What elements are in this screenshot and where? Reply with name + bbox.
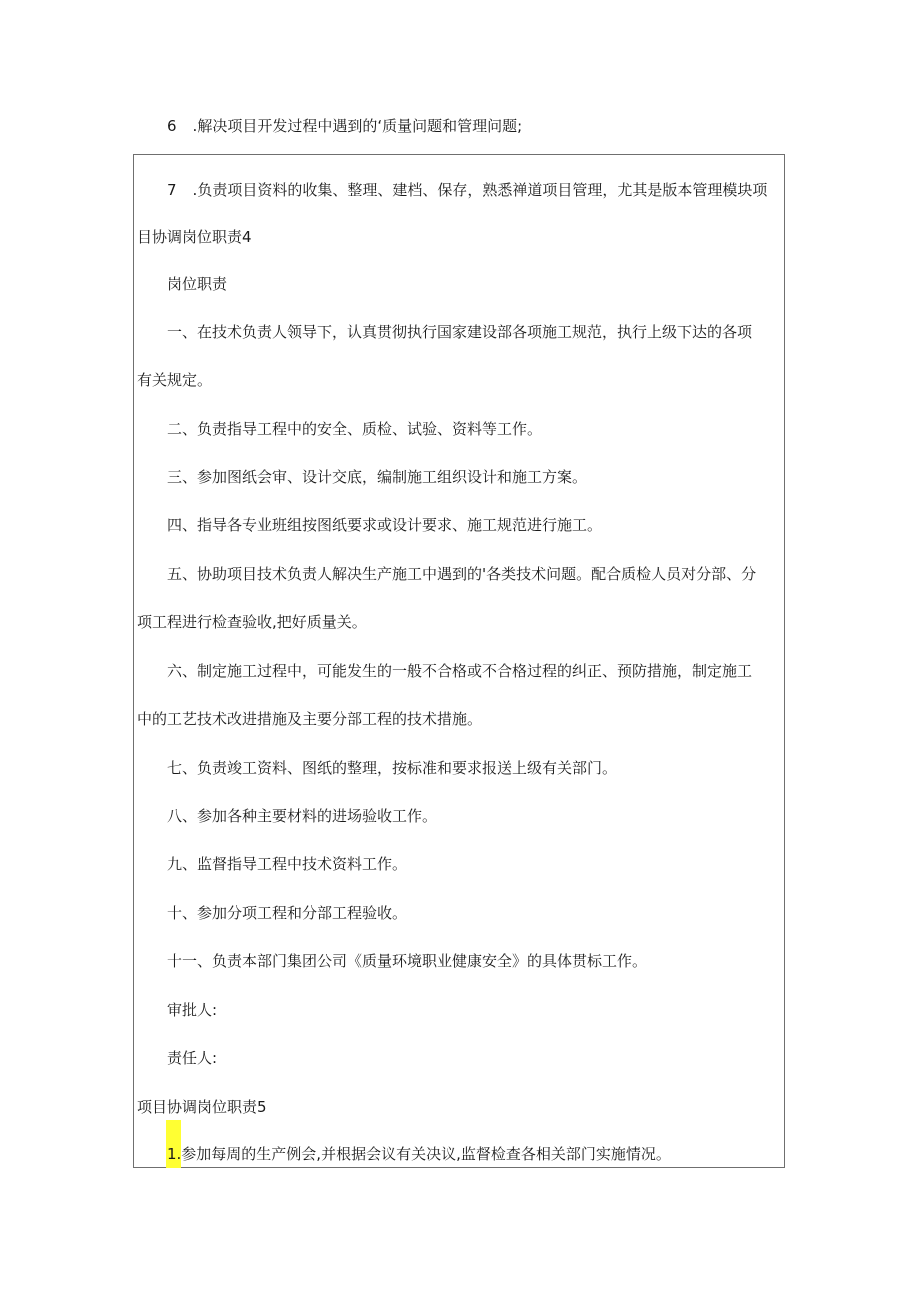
duty-4: 四、指导各专业班组按图纸要求或设计要求、施工规范进行施工。 (167, 516, 603, 534)
duty-5-line-2: 项工程进行检查验收,把好质量关。 (137, 613, 367, 631)
item-6-number: 6 (167, 117, 177, 135)
duty-6-line-1: 六、制定施工过程中，可能发生的一般不合格或不合格过程的纠正、预防措施，制定施工 (167, 662, 753, 680)
item-7-text: .负责项目资料的收集、整理、建档、保存，熟悉禅道项目管理，尤其是版本管理模块项 (192, 181, 768, 199)
next-item-1: 1.参加每周的生产例会,并根据会议有关决议,监督检查各相关部门实施情况。 (167, 1145, 671, 1163)
next-section-title: 项目协调岗位职责5 (137, 1098, 267, 1116)
duty-11: 十一、负责本部门集团公司《质量环境职业健康安全》的具体贯标工作。 (167, 952, 648, 970)
duty-3: 三、参加图纸会审、设计交底，编制施工组织设计和施工方案。 (167, 468, 588, 486)
duty-1-line-1: 一、在技术负责人领导下，认真贯彻执行国家建设部各项施工规范，执行上级下达的各项 (167, 323, 753, 341)
responsible-label: 责任人: (167, 1049, 218, 1067)
approver-label: 审批人: (167, 1001, 218, 1019)
duty-6-line-2: 中的工艺技术改进措施及主要分部工程的技术措施。 (137, 710, 483, 728)
duty-5-line-1: 五、协助项目技术负责人解决生产施工中遇到的'各类技术问题。配合质检人员对分部、分 (167, 565, 757, 583)
duty-7: 七、负责竣工资料、图纸的整理，按标准和要求报送上级有关部门。 (167, 759, 618, 777)
duty-9: 九、监督指导工程中技术资料工作。 (167, 855, 408, 873)
duty-2: 二、负责指导工程中的安全、质检、试验、资料等工作。 (167, 420, 543, 438)
duty-1-line-2: 有关规定。 (137, 371, 213, 389)
item-6 (167, 116, 522, 136)
item-7-line-2: 目协调岗位职责4 (137, 228, 252, 246)
section-heading: 岗位职责 (167, 275, 228, 293)
duty-8: 八、参加各种主要材料的进场验收工作。 (167, 807, 438, 825)
item-6-text: .解决项目开发过程中遇到的‘质量问题和管理问题; (192, 117, 523, 135)
item-7-line-1 (167, 180, 767, 200)
item-7-number: 7 (167, 181, 177, 199)
duty-10: 十、参加分项工程和分部工程验收。 (167, 904, 408, 922)
